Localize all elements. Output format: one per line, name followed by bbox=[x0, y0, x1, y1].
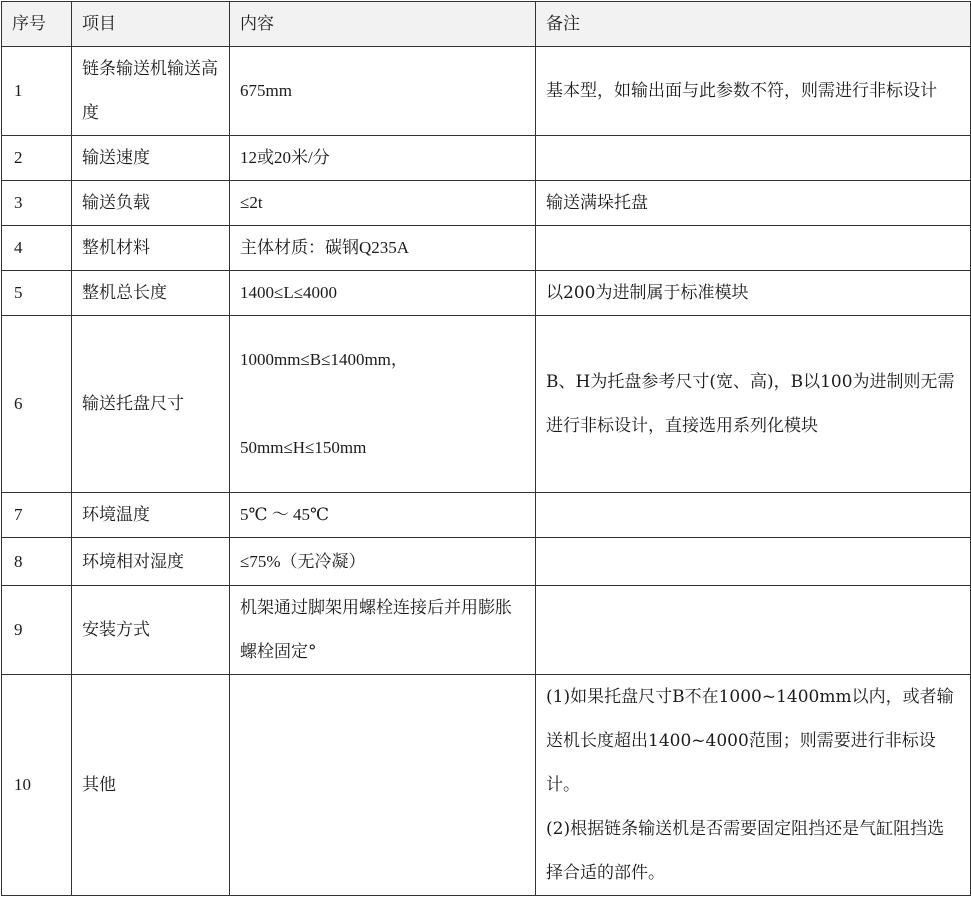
row-remark bbox=[536, 226, 971, 271]
table-row bbox=[2, 136, 971, 181]
header-content: 内容 bbox=[230, 2, 536, 47]
row-content: ≤2t bbox=[230, 181, 536, 226]
row-item: 环境相对湿度 bbox=[72, 538, 230, 586]
row-number: 6 bbox=[2, 316, 72, 493]
table-row bbox=[2, 47, 971, 136]
row-remark: 以200为进制属于标准模块 bbox=[536, 271, 971, 316]
table-row bbox=[2, 181, 971, 226]
row-content: 机架通过脚架用螺栓连接后并用膨胀螺栓固定° bbox=[230, 586, 536, 675]
row-item: 整机材料 bbox=[72, 226, 230, 271]
row-content: 5℃ ～ 45℃ bbox=[230, 493, 536, 538]
row-content: 1400≤L≤4000 bbox=[230, 271, 536, 316]
table-row bbox=[2, 675, 971, 896]
row-remark bbox=[536, 675, 971, 896]
row-content: 主体材质：碳钢Q235A bbox=[230, 226, 536, 271]
row-number: 5 bbox=[2, 271, 72, 316]
row-number: 4 bbox=[2, 226, 72, 271]
header-remark: 备注 bbox=[536, 2, 971, 47]
row-item: 输送托盘尺寸 bbox=[72, 316, 230, 493]
row-content: ≤75%（无冷凝） bbox=[230, 538, 536, 586]
row-remark bbox=[536, 586, 971, 675]
header-item: 项目 bbox=[72, 2, 230, 47]
row-item: 环境温度 bbox=[72, 493, 230, 538]
row-number: 9 bbox=[2, 586, 72, 675]
table-row bbox=[2, 586, 971, 675]
row-number: 2 bbox=[2, 136, 72, 181]
row-item: 输送速度 bbox=[72, 136, 230, 181]
header-row bbox=[2, 2, 971, 47]
spec-table bbox=[1, 1, 971, 896]
table-row bbox=[2, 538, 971, 586]
row-remark bbox=[536, 136, 971, 181]
row-number: 3 bbox=[2, 181, 72, 226]
row-remark bbox=[536, 493, 971, 538]
table-row bbox=[2, 226, 971, 271]
table-row bbox=[2, 271, 971, 316]
row-remark bbox=[536, 538, 971, 586]
header-no: 序号 bbox=[2, 2, 72, 47]
row-content: 675mm bbox=[230, 47, 536, 136]
content-line: 50mm≤H≤150mm bbox=[240, 438, 367, 457]
table-row bbox=[2, 316, 971, 493]
row-number: 8 bbox=[2, 538, 72, 586]
remark-line: (2)根据链条输送机是否需要固定阻挡还是气缸阻挡选择合适的部件。 bbox=[546, 819, 945, 883]
row-item: 输送负载 bbox=[72, 181, 230, 226]
row-item: 链条输送机输送高度 bbox=[72, 47, 230, 136]
content-line: 1000mm≤B≤1400mm， bbox=[240, 350, 408, 369]
row-number: 7 bbox=[2, 493, 72, 538]
row-content bbox=[230, 316, 536, 493]
row-number: 10 bbox=[2, 675, 72, 896]
row-remark: 基本型，如输出面与此参数不符，则需进行非标设计 bbox=[536, 47, 971, 136]
row-remark: B、H为托盘参考尺寸(宽、高)，B以100为进制则无需进行非标设计，直接选用系列化模块 bbox=[536, 316, 971, 493]
row-remark: 输送满垛托盘 bbox=[536, 181, 971, 226]
row-item: 安装方式 bbox=[72, 586, 230, 675]
row-item: 整机总长度 bbox=[72, 271, 230, 316]
remark-line: (1)如果托盘尺寸B不在1000~1400mm以内，或者输送机长度超出1400~4000范围；则需要进行非标设计。 bbox=[546, 687, 954, 795]
row-content bbox=[230, 675, 536, 896]
table-row bbox=[2, 493, 971, 538]
row-item: 其他 bbox=[72, 675, 230, 896]
row-content: 12或20米/分 bbox=[230, 136, 536, 181]
row-number: 1 bbox=[2, 47, 72, 136]
